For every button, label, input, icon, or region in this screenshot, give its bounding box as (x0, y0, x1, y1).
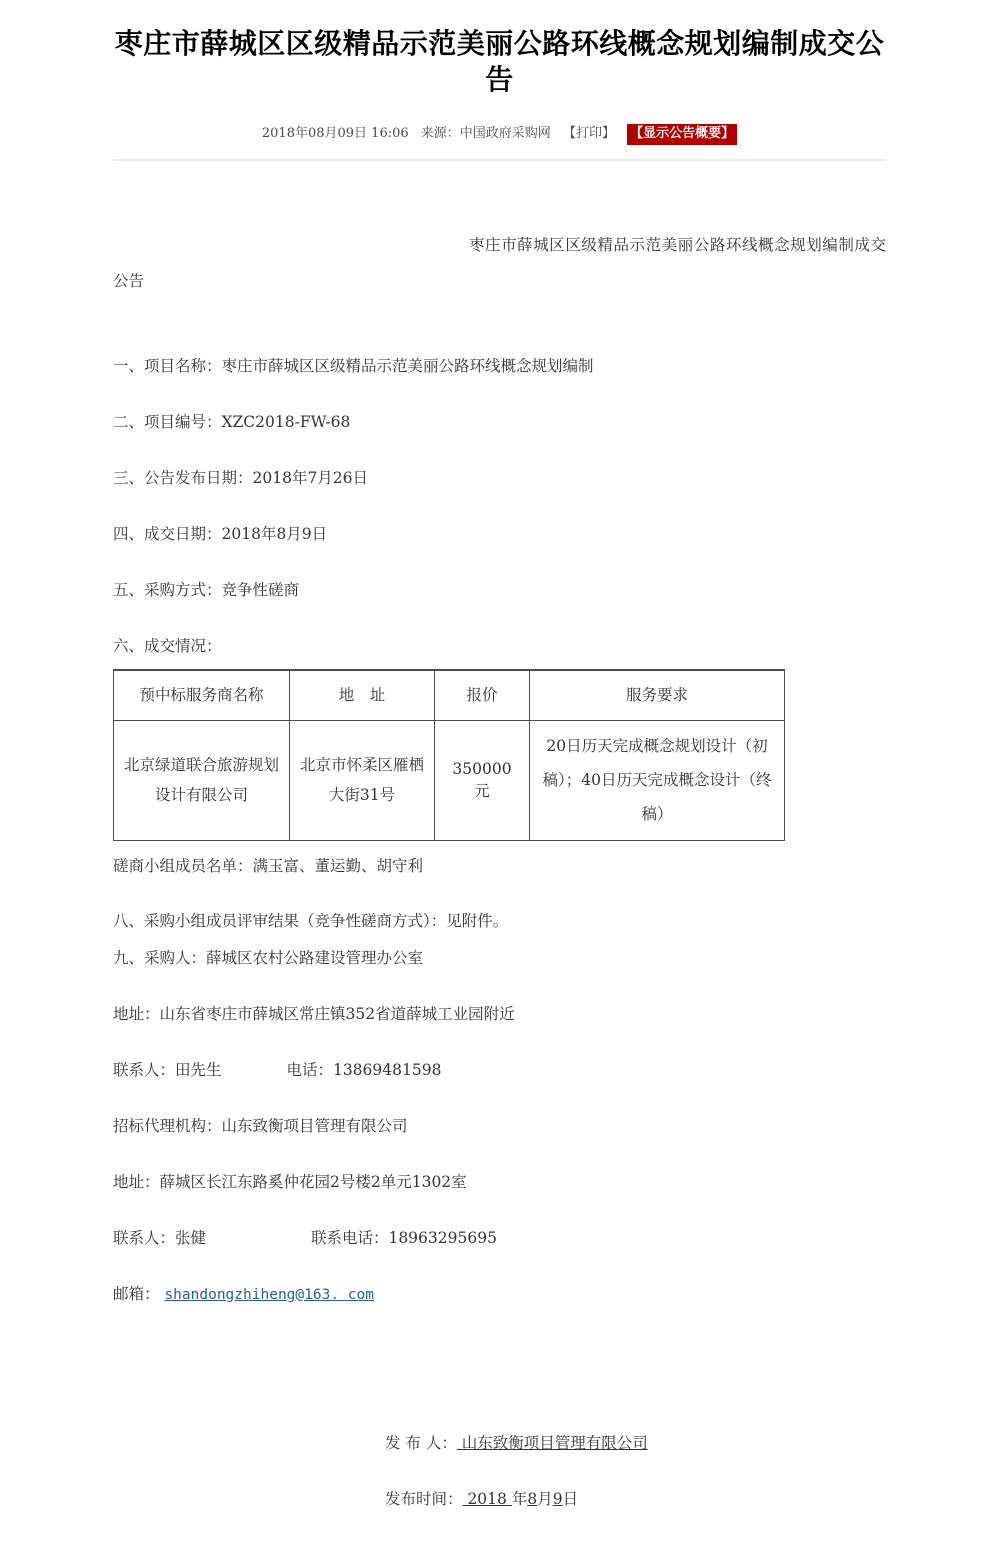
publish-date-month: 8 (527, 1489, 538, 1508)
publish-date-line (385, 1488, 886, 1510)
source-label: 来源：中国政府采购网 (420, 126, 551, 141)
agency-contact-person: 联系人：张健 (113, 1228, 207, 1247)
cell-service: 20日历天完成概念规划设计（初稿）；40日历天完成概念设计（终稿） (530, 720, 785, 840)
publisher-label: 发 布 人： (385, 1433, 457, 1452)
publish-date-day: 9 (552, 1489, 563, 1508)
email-link[interactable]: shandongzhiheng@163. com (164, 1286, 374, 1303)
publish-date-year-suffix: 年 (511, 1489, 528, 1508)
page-title: 枣庄市薛城区区级精品示范美丽公路环线概念规划编制成交公告 (114, 27, 885, 96)
email-label: 邮箱： (113, 1284, 160, 1303)
show-summary-badge[interactable]: 【显示公告概要】 (627, 124, 737, 145)
item-award-situation: 六、成交情况： (113, 637, 222, 655)
publish-datetime: 2018年08月09日 16:06 (261, 126, 409, 141)
col-header-address: 地 址 (290, 670, 435, 720)
purchaser-contact-line (113, 1059, 886, 1081)
header-divider (113, 159, 886, 161)
agency-contact-phone: 联系电话：18963295695 (310, 1228, 497, 1247)
col-header-service: 服务要求 (530, 670, 785, 720)
purchaser-contact-person: 联系人：田先生 (113, 1060, 222, 1079)
award-table-header-row (114, 670, 785, 720)
publisher-name: 山东致衡项目管理有限公司 (456, 1433, 648, 1452)
item-purchaser: 九、采购人：薛城区农村公路建设管理办公室 (113, 948, 424, 967)
meta-line (113, 124, 886, 145)
panel-members-line: 磋商小组成员名单：满玉富、董运勤、胡守利 (113, 856, 424, 875)
award-table-row (114, 720, 785, 840)
announcement-content (113, 26, 886, 1568)
footer-block (113, 1432, 886, 1568)
col-header-price: 报价 (435, 670, 530, 720)
print-button[interactable]: 【打印】 (562, 126, 615, 141)
agency-line: 招标代理机构：山东致衡项目管理有限公司 (113, 1116, 408, 1135)
agency-contact-line (113, 1227, 886, 1249)
publisher-line (385, 1432, 886, 1454)
col-header-supplier: 预中标服务商名称 (114, 670, 290, 720)
publish-date-day-suffix: 日 (562, 1489, 579, 1508)
item-announce-date: 三、公告发布日期：2018年7月26日 (113, 469, 369, 487)
cell-price: 350000元 (435, 720, 530, 840)
purchaser-address: 地址：山东省枣庄市薛城区常庄镇352省道薛城工业园附近 (113, 1004, 515, 1023)
item-project-number: 二、项目编号：XZC2018-FW-68 (113, 413, 351, 431)
publish-date-year: 2018 (462, 1489, 512, 1508)
agency-address: 地址：薛城区长江东路奚仲花园2号楼2单元1302室 (113, 1172, 467, 1191)
purchaser-contact-phone: 电话：13869481598 (286, 1060, 442, 1079)
award-table (113, 669, 785, 841)
cell-supplier: 北京绿道联合旅游规划设计有限公司 (114, 720, 290, 840)
cell-address: 北京市怀柔区雁栖大街31号 (290, 720, 435, 840)
intro-paragraph: 枣庄市薛城区区级精品示范美丽公路环线概念规划编制成交公告 (113, 236, 886, 290)
item-award-date: 四、成交日期：2018年8月9日 (113, 525, 328, 543)
publish-date-label: 发布时间： (385, 1489, 463, 1508)
email-line (113, 1283, 886, 1306)
item-procurement-method: 五、采购方式：竞争性磋商 (113, 581, 300, 599)
item-project-name: 一、项目名称：枣庄市薛城区区级精品示范美丽公路环线概念规划编制 (113, 357, 594, 375)
item-review-result: 八、采购小组成员评审结果（竞争性磋商方式）：见附件。 (113, 911, 509, 930)
publish-date-month-suffix: 月 (537, 1489, 553, 1508)
